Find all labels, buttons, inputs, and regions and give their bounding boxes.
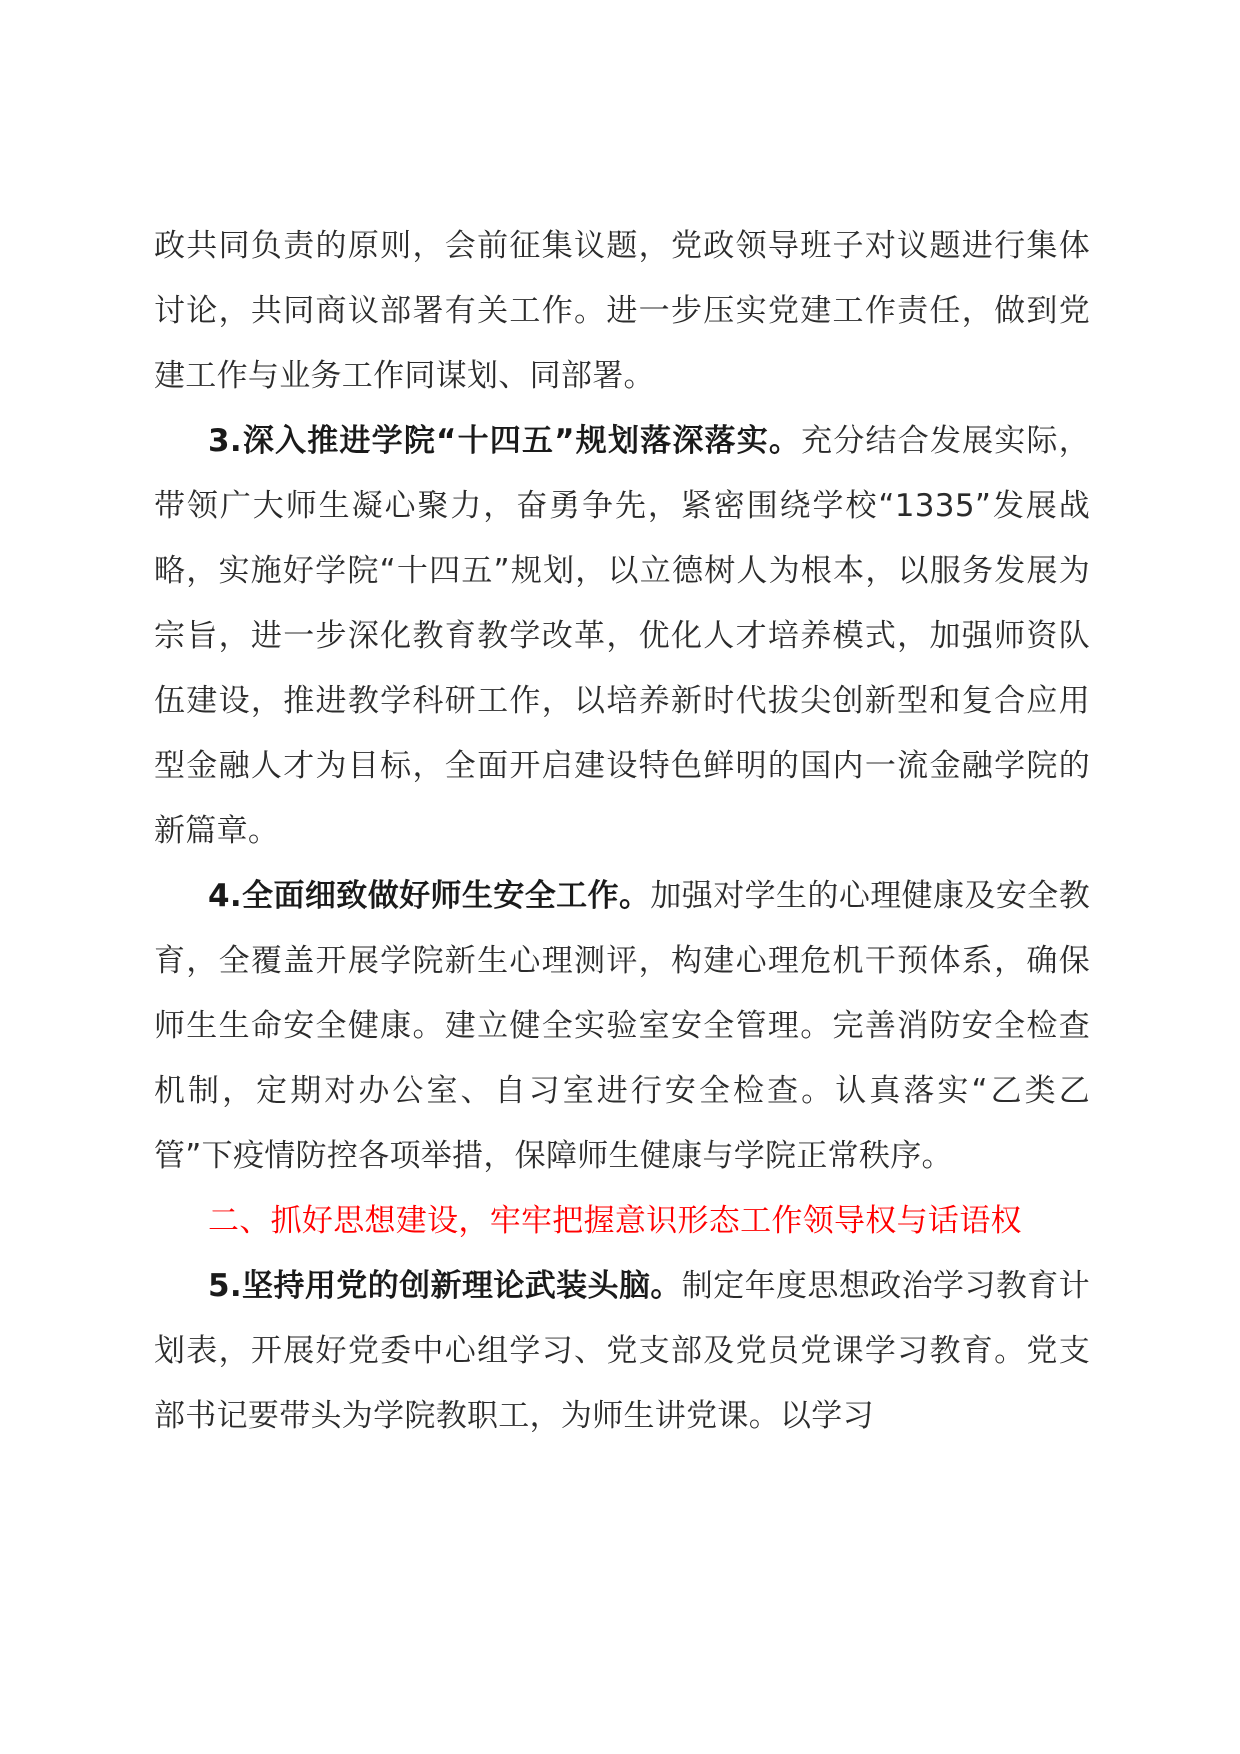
paragraph-continuation: 政共同负责的原则，会前征集议题，党政领导班子对议题进行集体讨论，共同商议部署有关工作。进一步压实党建工作责任，做到党建工作与业务工作同谋划、同部署。 (154, 228, 1090, 394)
item-4-body: 加强对学生的心理健康及安全教育，全覆盖开展学院新生心理测评，构建心理危机干预体系，确保师生生命安全健康。建立健全实验室安全管理。完善消防安全检查机制，定期对办公室、自习室进行安全检查。认真落实“乙类乙管”下疫情防控各项举措，保障师生健康与学院正常秩序。 (154, 878, 1090, 1174)
section-2-heading: 二、抓好思想建设，牢牢把握意识形态工作领导权与话语权 (208, 1203, 1022, 1239)
item-5-body: 制定年度思想政治学习教育计划表，开展好党委中心组学习、党支部及党员党课学习教育。党支部书记要带头为学院教职工，为师生讲党课。以学习 (154, 1268, 1090, 1434)
item-4-paragraph (154, 864, 1090, 1189)
document-page (154, 214, 1090, 1449)
item-3-body: 充分结合发展实际，带领广大师生凝心聚力，奋勇争先，紧密围绕学校“1335”发展战略，实施好学院“十四五”规划，以立德树人为根本，以服务发展为宗旨，进一步深化教育教学改革，优化人才培养模式，加强师资队伍建设，推进教学科研工作，以培养新时代拔尖创新型和复合应用型金融人才为目标，全面开启建设特色鲜明的国内一流金融学院的新篇章。 (154, 423, 1090, 849)
item-5-title: 5.坚持用党的创新理论武装头脑。 (208, 1268, 682, 1304)
item-3-title: 3.深入推进学院“十四五”规划落深落实。 (208, 423, 802, 459)
item-3-paragraph (154, 409, 1090, 864)
item-4-title: 4.全面细致做好师生安全工作。 (208, 878, 651, 914)
item-5-paragraph (154, 1254, 1090, 1449)
